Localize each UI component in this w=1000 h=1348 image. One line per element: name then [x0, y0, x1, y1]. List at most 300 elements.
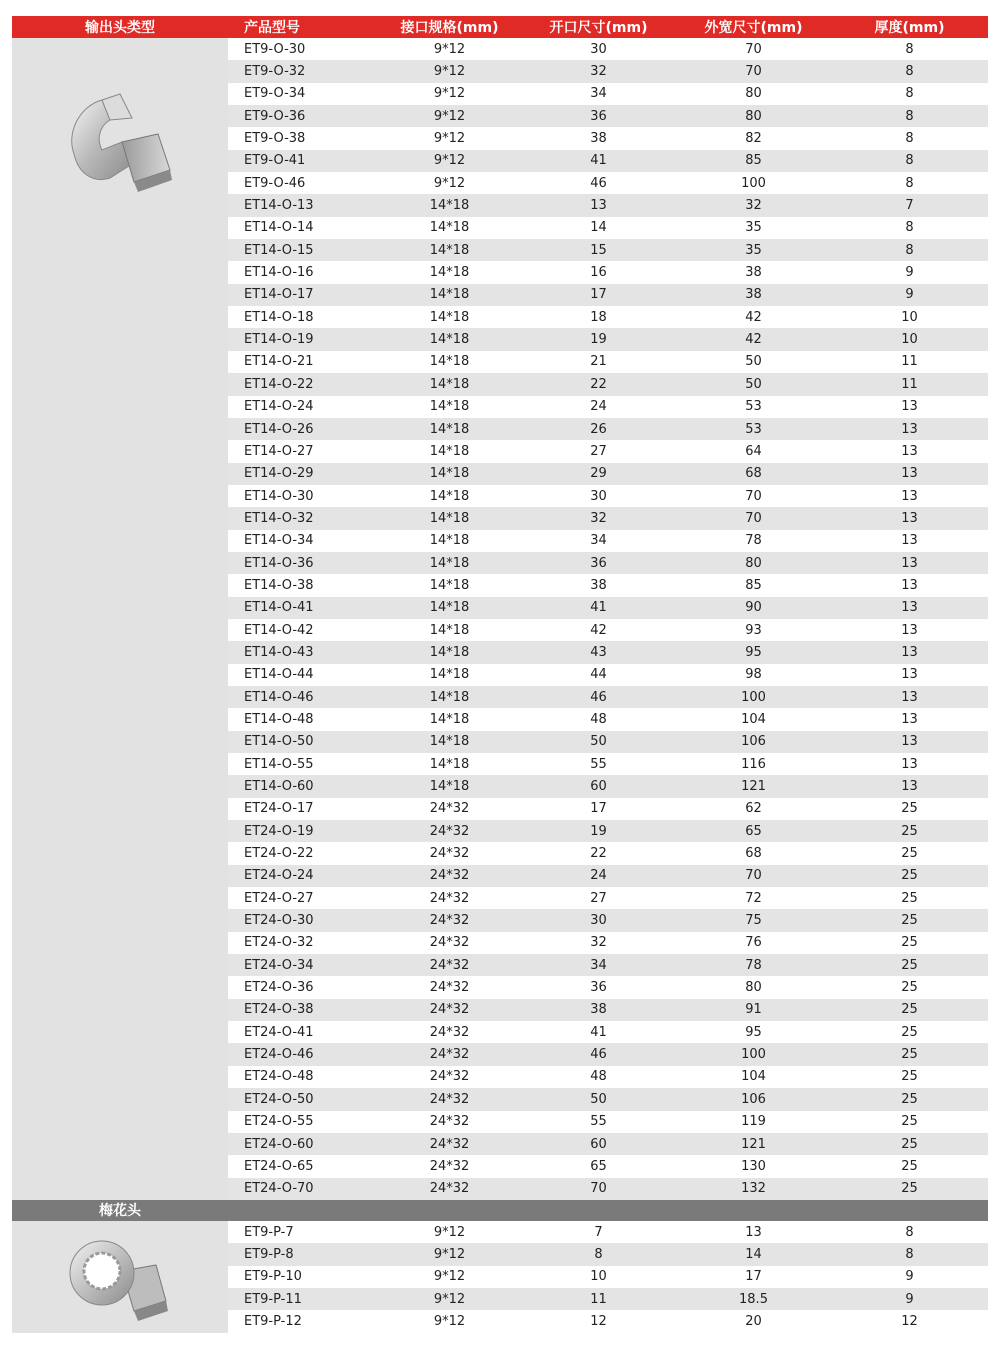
cell-model: ET14-O-14 [244, 220, 314, 236]
cell-interface: 14*18 [429, 622, 470, 638]
ring-end-section-header [12, 1200, 988, 1221]
table-row [228, 954, 988, 976]
cell-outer-width: 14 [745, 1246, 762, 1262]
cell-model: ET24-O-30 [244, 913, 314, 929]
cell-model: ET14-O-13 [244, 198, 314, 214]
table-row [228, 1221, 988, 1243]
open-end-image-cell [12, 38, 228, 1200]
cell-interface: 9*12 [433, 1313, 466, 1329]
cell-interface: 24*32 [429, 1158, 470, 1174]
cell-interface: 24*32 [429, 823, 470, 839]
cell-outer-width: 85 [745, 577, 762, 593]
cell-interface: 24*32 [429, 1091, 470, 1107]
table-row [228, 708, 988, 730]
cell-outer-width: 42 [745, 309, 762, 325]
cell-interface: 14*18 [429, 533, 470, 549]
cell-interface: 14*18 [429, 667, 470, 683]
cell-opening: 14 [590, 220, 607, 236]
cell-interface: 14*18 [429, 711, 470, 727]
cell-model: ET24-O-38 [244, 1002, 314, 1018]
cell-thickness: 25 [901, 1047, 918, 1063]
cell-outer-width: 72 [745, 890, 762, 906]
table-row [228, 686, 988, 708]
cell-interface: 9*12 [433, 131, 466, 147]
cell-outer-width: 38 [745, 265, 762, 281]
cell-interface: 14*18 [429, 510, 470, 526]
cell-interface: 14*18 [429, 287, 470, 303]
cell-interface: 24*32 [429, 980, 470, 996]
ring-end-image-cell [12, 1221, 228, 1333]
cell-thickness: 8 [905, 131, 914, 147]
table-row [228, 1111, 988, 1133]
table-row [228, 127, 988, 149]
cell-outer-width: 70 [745, 41, 762, 57]
cell-thickness: 13 [901, 488, 918, 504]
table-row [228, 1178, 988, 1200]
table-row [228, 105, 988, 127]
cell-opening: 12 [590, 1313, 607, 1329]
cell-model: ET14-O-43 [244, 644, 314, 660]
cell-outer-width: 100 [741, 175, 766, 191]
cell-thickness: 25 [901, 801, 918, 817]
cell-outer-width: 95 [745, 1024, 762, 1040]
cell-opening: 21 [590, 354, 607, 370]
cell-thickness: 25 [901, 1002, 918, 1018]
cell-model: ET14-O-21 [244, 354, 314, 370]
cell-model: ET14-O-46 [244, 689, 314, 705]
cell-opening: 36 [590, 980, 607, 996]
cell-interface: 24*32 [429, 1069, 470, 1085]
table-row [228, 1133, 988, 1155]
cell-outer-width: 80 [745, 555, 762, 571]
cell-model: ET24-O-27 [244, 890, 314, 906]
table-row [228, 574, 988, 596]
cell-thickness: 13 [901, 600, 918, 616]
cell-outer-width: 90 [745, 600, 762, 616]
table-row [228, 1310, 988, 1332]
cell-outer-width: 68 [745, 466, 762, 482]
cell-model: ET24-O-34 [244, 957, 314, 973]
ring-end-title: 梅花头 [99, 1203, 141, 1220]
open-end-wrench-head-icon [62, 92, 178, 202]
cell-thickness: 8 [905, 1246, 914, 1262]
cell-outer-width: 68 [745, 846, 762, 862]
cell-thickness: 9 [905, 1291, 914, 1307]
cell-thickness: 25 [901, 1024, 918, 1040]
cell-model: ET24-O-60 [244, 1136, 314, 1152]
cell-model: ET24-O-50 [244, 1091, 314, 1107]
cell-interface: 24*32 [429, 846, 470, 862]
cell-thickness: 13 [901, 510, 918, 526]
cell-outer-width: 65 [745, 823, 762, 839]
cell-outer-width: 13 [745, 1224, 762, 1240]
cell-outer-width: 70 [745, 488, 762, 504]
table-row [228, 217, 988, 239]
cell-opening: 27 [590, 890, 607, 906]
cell-thickness: 8 [905, 108, 914, 124]
table-row [228, 150, 988, 172]
cell-model: ET9-O-41 [244, 153, 306, 169]
cell-thickness: 25 [901, 935, 918, 951]
cell-outer-width: 62 [745, 801, 762, 817]
cell-interface: 14*18 [429, 198, 470, 214]
ring-wrench-head-icon [64, 1231, 174, 1327]
cell-outer-width: 104 [741, 711, 766, 727]
cell-opening: 22 [590, 376, 607, 392]
cell-interface: 24*32 [429, 1181, 470, 1197]
cell-opening: 16 [590, 265, 607, 281]
cell-outer-width: 35 [745, 242, 762, 258]
cell-model: ET14-O-26 [244, 421, 314, 437]
cell-outer-width: 32 [745, 198, 762, 214]
table-row [228, 83, 988, 105]
cell-opening: 70 [590, 1181, 607, 1197]
cell-model: ET24-O-19 [244, 823, 314, 839]
cell-outer-width: 130 [741, 1158, 766, 1174]
table-row [228, 619, 988, 641]
cell-model: ET14-O-55 [244, 756, 314, 772]
cell-opening: 8 [594, 1246, 603, 1262]
cell-interface: 24*32 [429, 1002, 470, 1018]
cell-model: ET24-O-46 [244, 1047, 314, 1063]
cell-interface: 14*18 [429, 421, 470, 437]
cell-interface: 9*12 [433, 153, 466, 169]
cell-opening: 48 [590, 711, 607, 727]
cell-opening: 36 [590, 108, 607, 124]
table-row [228, 418, 988, 440]
cell-thickness: 13 [901, 421, 918, 437]
table-row [228, 1155, 988, 1177]
cell-thickness: 25 [901, 868, 918, 884]
cell-model: ET9-P-11 [244, 1291, 302, 1307]
cell-thickness: 7 [905, 198, 914, 214]
cell-model: ET14-O-16 [244, 265, 314, 281]
cell-interface: 9*12 [433, 86, 466, 102]
cell-thickness: 12 [901, 1313, 918, 1329]
table-row [228, 842, 988, 864]
cell-thickness: 25 [901, 957, 918, 973]
cell-model: ET24-O-17 [244, 801, 314, 817]
cell-interface: 24*32 [429, 957, 470, 973]
cell-opening: 32 [590, 510, 607, 526]
cell-outer-width: 85 [745, 153, 762, 169]
cell-thickness: 9 [905, 1269, 914, 1285]
cell-interface: 14*18 [429, 220, 470, 236]
cell-outer-width: 75 [745, 913, 762, 929]
table-row [228, 775, 988, 797]
cell-opening: 24 [590, 868, 607, 884]
cell-model: ET24-O-70 [244, 1181, 314, 1197]
cell-thickness: 25 [901, 980, 918, 996]
table-row [228, 909, 988, 931]
cell-thickness: 8 [905, 64, 914, 80]
cell-thickness: 13 [901, 555, 918, 571]
cell-opening: 46 [590, 175, 607, 191]
table-row [228, 1066, 988, 1088]
cell-model: ET9-O-46 [244, 175, 306, 191]
cell-model: ET9-P-10 [244, 1269, 302, 1285]
cell-opening: 41 [590, 1024, 607, 1040]
cell-thickness: 25 [901, 1069, 918, 1085]
cell-opening: 38 [590, 131, 607, 147]
cell-outer-width: 20 [745, 1313, 762, 1329]
table-row [228, 328, 988, 350]
cell-thickness: 11 [901, 376, 918, 392]
ring-end-rows [228, 1221, 988, 1333]
cell-interface: 24*32 [429, 868, 470, 884]
cell-thickness: 10 [901, 332, 918, 348]
cell-thickness: 8 [905, 242, 914, 258]
cell-thickness: 13 [901, 734, 918, 750]
table-row [228, 373, 988, 395]
cell-model: ET9-O-32 [244, 64, 306, 80]
cell-interface: 14*18 [429, 309, 470, 325]
cell-outer-width: 38 [745, 287, 762, 303]
cell-outer-width: 98 [745, 667, 762, 683]
cell-thickness: 13 [901, 667, 918, 683]
cell-interface: 14*18 [429, 577, 470, 593]
cell-thickness: 13 [901, 443, 918, 459]
cell-model: ET9-O-34 [244, 86, 306, 102]
cell-model: ET14-O-41 [244, 600, 314, 616]
cell-opening: 15 [590, 242, 607, 258]
cell-outer-width: 78 [745, 533, 762, 549]
table-row [228, 664, 988, 686]
cell-thickness: 25 [901, 1181, 918, 1197]
table-row [228, 351, 988, 373]
cell-opening: 22 [590, 846, 607, 862]
cell-model: ET14-O-30 [244, 488, 314, 504]
cell-interface: 14*18 [429, 600, 470, 616]
cell-outer-width: 80 [745, 86, 762, 102]
cell-thickness: 11 [901, 354, 918, 370]
cell-model: ET24-O-55 [244, 1114, 314, 1130]
cell-opening: 30 [590, 913, 607, 929]
cell-outer-width: 106 [741, 734, 766, 750]
cell-outer-width: 76 [745, 935, 762, 951]
cell-interface: 24*32 [429, 1114, 470, 1130]
cell-thickness: 25 [901, 1114, 918, 1130]
cell-model: ET14-O-48 [244, 711, 314, 727]
cell-outer-width: 132 [741, 1181, 766, 1197]
cell-opening: 34 [590, 86, 607, 102]
cell-opening: 50 [590, 734, 607, 750]
cell-interface: 14*18 [429, 265, 470, 281]
cell-thickness: 13 [901, 644, 918, 660]
open-end-rows [228, 38, 988, 1200]
cell-thickness: 25 [901, 913, 918, 929]
cell-opening: 34 [590, 533, 607, 549]
cell-interface: 14*18 [429, 242, 470, 258]
header-thickness: 厚度(mm) [874, 20, 945, 36]
cell-model: ET14-O-24 [244, 399, 314, 415]
cell-model: ET14-O-32 [244, 510, 314, 526]
cell-outer-width: 93 [745, 622, 762, 638]
cell-opening: 65 [590, 1158, 607, 1174]
table-row [228, 38, 988, 60]
cell-interface: 14*18 [429, 644, 470, 660]
cell-model: ET24-O-24 [244, 868, 314, 884]
cell-outer-width: 119 [741, 1114, 766, 1130]
table-row [228, 999, 988, 1021]
table-row [228, 641, 988, 663]
table-row [228, 60, 988, 82]
cell-thickness: 8 [905, 175, 914, 191]
cell-outer-width: 53 [745, 421, 762, 437]
cell-interface: 14*18 [429, 779, 470, 795]
cell-opening: 17 [590, 287, 607, 303]
cell-interface: 14*18 [429, 332, 470, 348]
cell-interface: 14*18 [429, 488, 470, 504]
cell-interface: 14*18 [429, 734, 470, 750]
cell-outer-width: 70 [745, 510, 762, 526]
cell-opening: 30 [590, 488, 607, 504]
cell-interface: 9*12 [433, 1224, 466, 1240]
cell-outer-width: 104 [741, 1069, 766, 1085]
cell-opening: 44 [590, 667, 607, 683]
cell-opening: 36 [590, 555, 607, 571]
cell-model: ET14-O-44 [244, 667, 314, 683]
header-model: 产品型号 [244, 20, 300, 36]
cell-model: ET14-O-19 [244, 332, 314, 348]
table-row [228, 485, 988, 507]
cell-outer-width: 80 [745, 980, 762, 996]
cell-model: ET24-O-32 [244, 935, 314, 951]
table-row [228, 597, 988, 619]
cell-interface: 24*32 [429, 1136, 470, 1152]
cell-model: ET14-O-60 [244, 779, 314, 795]
table-row [228, 463, 988, 485]
cell-opening: 38 [590, 577, 607, 593]
cell-outer-width: 50 [745, 376, 762, 392]
cell-model: ET24-O-41 [244, 1024, 314, 1040]
table-row [228, 1088, 988, 1110]
table-row [228, 306, 988, 328]
cell-opening: 50 [590, 1091, 607, 1107]
cell-opening: 32 [590, 935, 607, 951]
open-end-section [12, 38, 988, 1200]
cell-model: ET14-O-29 [244, 466, 314, 482]
cell-opening: 30 [590, 41, 607, 57]
cell-interface: 14*18 [429, 555, 470, 571]
cell-model: ET9-P-12 [244, 1313, 302, 1329]
cell-model: ET9-O-36 [244, 108, 306, 124]
cell-opening: 29 [590, 466, 607, 482]
table-row [228, 976, 988, 998]
cell-opening: 27 [590, 443, 607, 459]
cell-opening: 42 [590, 622, 607, 638]
cell-opening: 60 [590, 1136, 607, 1152]
cell-model: ET9-P-7 [244, 1224, 294, 1240]
cell-model: ET14-O-38 [244, 577, 314, 593]
cell-thickness: 9 [905, 265, 914, 281]
cell-interface: 9*12 [433, 64, 466, 80]
cell-outer-width: 35 [745, 220, 762, 236]
table-row [228, 1043, 988, 1065]
cell-model: ET24-O-65 [244, 1158, 314, 1174]
cell-interface: 14*18 [429, 756, 470, 772]
cell-interface: 9*12 [433, 108, 466, 124]
table-row [228, 865, 988, 887]
cell-thickness: 8 [905, 153, 914, 169]
cell-interface: 9*12 [433, 1246, 466, 1262]
cell-outer-width: 116 [741, 756, 766, 772]
cell-outer-width: 80 [745, 108, 762, 124]
cell-thickness: 25 [901, 890, 918, 906]
header-outer-width: 外宽尺寸(mm) [704, 20, 803, 36]
cell-thickness: 8 [905, 1224, 914, 1240]
cell-opening: 10 [590, 1269, 607, 1285]
cell-outer-width: 121 [741, 1136, 766, 1152]
cell-opening: 13 [590, 198, 607, 214]
cell-model: ET24-O-22 [244, 846, 314, 862]
cell-thickness: 9 [905, 287, 914, 303]
table-row [228, 261, 988, 283]
cell-model: ET14-O-42 [244, 622, 314, 638]
cell-model: ET9-P-8 [244, 1246, 294, 1262]
table-row [228, 932, 988, 954]
cell-thickness: 10 [901, 309, 918, 325]
cell-model: ET14-O-36 [244, 555, 314, 571]
cell-thickness: 13 [901, 779, 918, 795]
table-row [228, 507, 988, 529]
cell-model: ET14-O-15 [244, 242, 314, 258]
table-row [228, 396, 988, 418]
cell-opening: 46 [590, 1047, 607, 1063]
table-row [228, 1266, 988, 1288]
cell-opening: 7 [594, 1224, 603, 1240]
cell-thickness: 8 [905, 86, 914, 102]
cell-outer-width: 121 [741, 779, 766, 795]
table-row [228, 239, 988, 261]
cell-opening: 60 [590, 779, 607, 795]
cell-thickness: 8 [905, 220, 914, 236]
cell-thickness: 25 [901, 1158, 918, 1174]
cell-outer-width: 95 [745, 644, 762, 660]
cell-interface: 24*32 [429, 1047, 470, 1063]
cell-opening: 48 [590, 1069, 607, 1085]
cell-outer-width: 53 [745, 399, 762, 415]
cell-opening: 41 [590, 600, 607, 616]
cell-interface: 24*32 [429, 935, 470, 951]
cell-model: ET24-O-36 [244, 980, 314, 996]
cell-opening: 32 [590, 64, 607, 80]
table-row [228, 1243, 988, 1265]
cell-thickness: 25 [901, 1136, 918, 1152]
cell-thickness: 13 [901, 533, 918, 549]
cell-thickness: 13 [901, 399, 918, 415]
cell-opening: 18 [590, 309, 607, 325]
cell-interface: 24*32 [429, 913, 470, 929]
cell-outer-width: 64 [745, 443, 762, 459]
cell-thickness: 13 [901, 756, 918, 772]
cell-model: ET14-O-22 [244, 376, 314, 392]
cell-model: ET14-O-18 [244, 309, 314, 325]
cell-interface: 14*18 [429, 443, 470, 459]
cell-opening: 55 [590, 1114, 607, 1130]
table-row [228, 552, 988, 574]
cell-thickness: 13 [901, 711, 918, 727]
cell-outer-width: 70 [745, 868, 762, 884]
cell-interface: 9*12 [433, 1291, 466, 1307]
cell-opening: 17 [590, 801, 607, 817]
cell-opening: 24 [590, 399, 607, 415]
header-interface: 接口规格(mm) [400, 20, 499, 36]
cell-opening: 19 [590, 823, 607, 839]
cell-model: ET14-O-34 [244, 533, 314, 549]
cell-outer-width: 82 [745, 131, 762, 147]
cell-interface: 24*32 [429, 801, 470, 817]
